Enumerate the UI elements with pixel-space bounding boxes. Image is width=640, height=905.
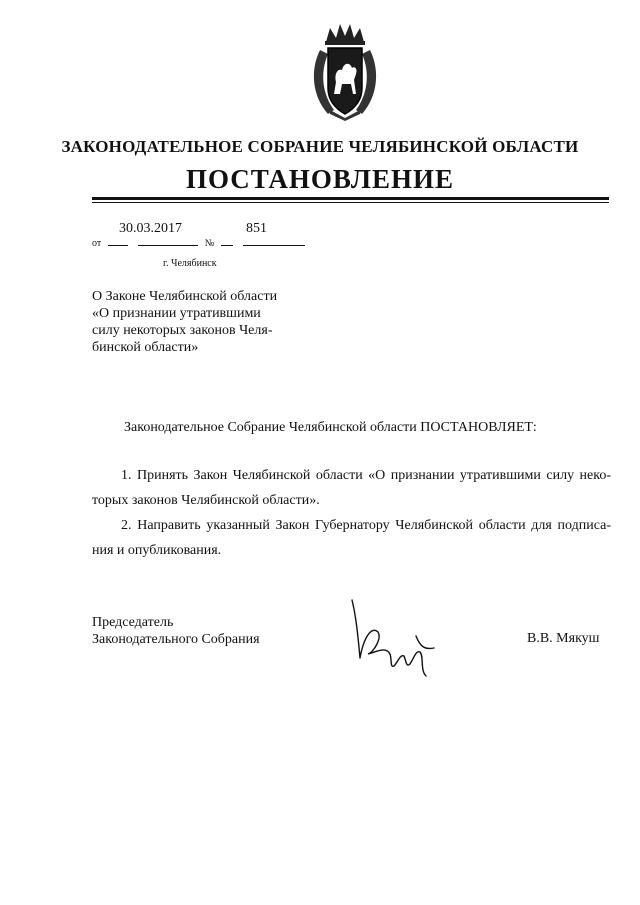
paragraph-2: 2. Направить указанный Закон Губернатору Челябинской области для подписа-ния и опубликования. — [92, 518, 611, 558]
header-rule-thin — [92, 202, 609, 203]
from-label: от — [92, 238, 102, 249]
document-subject — [92, 288, 278, 356]
handwritten-signature — [346, 596, 438, 680]
document-number: 851 — [246, 221, 267, 236]
signatory-title — [92, 614, 260, 648]
number-label: № — [204, 238, 215, 249]
signatory-title-line: Председатель — [92, 615, 174, 630]
document-type-title: ПОСТАНОВЛЕНИЕ — [185, 164, 455, 194]
signatory-title-line: Законодательного Собрания — [92, 632, 260, 647]
city-name: г. Челябинск — [163, 258, 217, 269]
document-date: 30.03.2017 — [119, 221, 182, 236]
paragraph-1: 1. Принять Закон Челябинской области «О признании утратившими силу неко-торых законов Челябинской области». — [92, 468, 611, 508]
subject-line: О Законе Челябинской области — [92, 289, 278, 304]
signatory-name: В.В. Мякуш — [527, 631, 600, 646]
subject-line: силу некоторых законов Челя- — [92, 323, 273, 338]
coat-of-arms-icon — [306, 22, 384, 122]
resolution-preamble: Законодательное Собрание Челябинской области ПОСТАНОВЛЯЕТ: — [124, 420, 537, 435]
date-number-line — [92, 238, 309, 249]
organization-name: ЗАКОНОДАТЕЛЬНОЕ СОБРАНИЕ ЧЕЛЯБИНСКОЙ ОБЛАСТИ — [61, 137, 579, 156]
subject-line: бинской области» — [92, 340, 199, 355]
header-rule-thick — [92, 197, 609, 200]
subject-line: «О признании утратившими — [92, 306, 261, 321]
